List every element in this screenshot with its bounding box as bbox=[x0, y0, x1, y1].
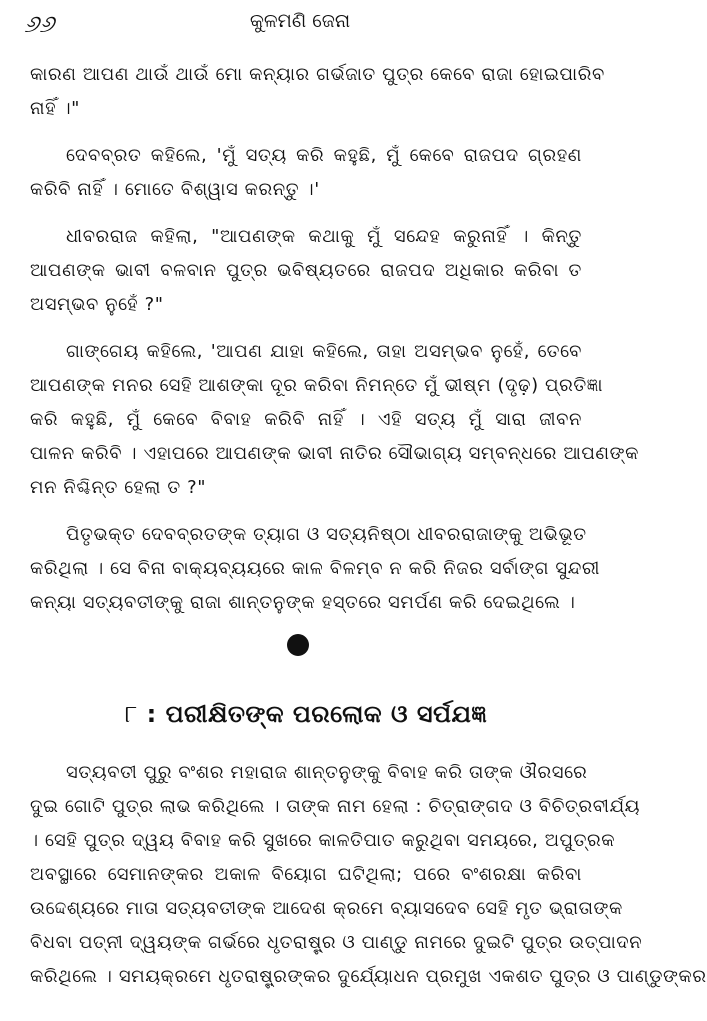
text-line: ଦେବବ୍ରତ କହିଲେ, 'ମୁଁ ସତ୍ୟ କରି କହୁଛି, ମୁଁ କେବେ ରାଜପଦ ଗ୍ରହଣ bbox=[66, 145, 582, 166]
paragraph bbox=[30, 756, 707, 994]
text-line: ପାଳନ କରିବି । ଏହାପରେ ଆପଣଙ୍କ ଭାବୀ ନାତିର ସୌଭାଗ୍ୟ ସମ୍ବନ୍ଧରେ ଆପଣଙ୍କ bbox=[30, 443, 640, 464]
text-line: କରିଥିଲେ । ସମୟକ୍ରମେ ଧୃତରାଷ୍ଟ୍ରଙ୍କର ଦୁର୍ଯ୍ୟୋଧନ ପ୍ରମୁଖ ଏକଶତ ପୁତ୍ର ଓ ପାଣ୍ଡୁଙ୍କର bbox=[30, 966, 707, 987]
text-line: କରି କହୁଛି, ମୁଁ କେବେ ବିବାହ କରିବି ନାହିଁ । ଏହି ସତ୍ୟ ମୁଁ ସାରା ଜୀବନ bbox=[30, 409, 582, 430]
text-line: ଉଦ୍ଦେଶ୍ୟରେ ମାତା ସତ୍ୟବତୀଙ୍କ ଆଦେଶ କ୍ରମେ ବ୍ୟାସଦେବ ସେହି ମୃତ ଭ୍ରାତାଙ୍କ bbox=[30, 898, 623, 919]
paragraph bbox=[30, 335, 640, 505]
text-line: । ସେହି ପୁତ୍ର ଦ୍ୱୟ ବିବାହ କରି ସୁଖରେ କାଳତିପାତ କରୁଥିବା ସମୟରେ, ଅପୁତ୍ରକ bbox=[30, 830, 616, 851]
text-line: କରିବି ନାହିଁ । ମୋତେ ବିଶ୍ୱାସ କରନ୍ତୁ ।' bbox=[30, 179, 320, 200]
text-line: ଆପଣଙ୍କ ଭାବୀ ବଳବାନ ପୁତ୍ର ଭବିଷ୍ୟତରେ ରାଜପଦ ଅଧିକାର କରିବା ତ bbox=[30, 260, 582, 281]
text-line: କନ୍ୟା ସତ୍ୟବତୀଙ୍କୁ ରାଜା ଶାନ୍ତନୁଙ୍କ ହସ୍ତରେ ସମର୍ପଣ କରି ଦେଇଥିଲେ । bbox=[30, 592, 576, 613]
text-line: କରିଥିଲା । ସେ ବିନା ବାକ୍ୟବ୍ୟୟରେ କାଳ ବିଳମ୍ବ ନ କରି ନିଜର ସର୍ବାଙ୍ଗ ସୁନ୍ଦରୀ bbox=[30, 558, 601, 579]
paragraph bbox=[30, 518, 601, 620]
chapter-title: ପରୀକ୍ଷିତଙ୍କ ପରଲୋକ ଓ ସର୍ପଯଜ୍ଞ bbox=[165, 700, 488, 728]
text-line: ସତ୍ୟବତୀ ପୁରୁ ବଂଶର ମହାରାଜ ଶାନ୍ତନୁଙ୍କୁ ବିବାହ କରି ତାଙ୍କ ଔରସରେ bbox=[66, 762, 588, 783]
text-line: ଅବସ୍ଥାରେ ସେମାନଙ୍କର ଅକାଳ ବିୟୋଗ ଘଟିଥିଲା; ପରେ ବଂଶରକ୍ଷା କରିବା bbox=[30, 864, 582, 885]
chapter-heading bbox=[30, 700, 582, 728]
chapter-separator: : bbox=[137, 700, 166, 728]
section-2-text bbox=[30, 756, 707, 994]
text-line: ମନ ନିଶ୍ଚିନ୍ତ ହେଲା ତ ?" bbox=[30, 477, 207, 498]
section-1-text bbox=[30, 58, 640, 620]
paragraph bbox=[30, 58, 605, 126]
running-head bbox=[24, 6, 576, 40]
chapter-number: ୮ bbox=[124, 700, 138, 728]
text-line: ନାହିଁ ।" bbox=[30, 98, 81, 119]
text-line: ଅସମ୍ଭବ ନୁହେଁ ?" bbox=[30, 294, 164, 315]
paragraph bbox=[30, 220, 582, 322]
text-line: ଦୁଇ ଗୋଟି ପୁତ୍ର ଲାଭ କରିଥିଲେ । ତାଙ୍କ ନାମ ହେଲା : ଚିତ୍ରାଙ୍ଗଦ ଓ ବିଚିତ୍ରବୀର୍ଯ୍ୟ bbox=[30, 796, 641, 817]
page-number: ୬୬ bbox=[24, 10, 55, 38]
section-divider-dot bbox=[287, 634, 309, 656]
text-line: ଧୀବରରାଜ କହିଲା, "ଆପଣଙ୍କ କଥାକୁ ମୁଁ ସନ୍ଦେହ କରୁନାହିଁ । କିନ୍ତୁ bbox=[66, 226, 582, 247]
text-line: ଆପଣଙ୍କ ମନର ସେହି ଆଶଙ୍କା ଦୂର କରିବା ନିମନ୍ତେ ମୁଁ ଭୀଷ୍ମ (ଦୃଢ଼) ପ୍ରତିଜ୍ଞା bbox=[30, 375, 604, 396]
text-line: ଗାଙ୍ଗେୟ କହିଲେ, 'ଆପଣ ଯାହା କହିଲେ, ତାହା ଅସମ୍ଭବ ନୁହେଁ, ତେବେ bbox=[66, 341, 582, 362]
running-title: କୁଳମଣି ଜେନା bbox=[249, 10, 351, 32]
paragraph bbox=[30, 139, 582, 207]
text-line: କାରଣ ଆପଣ ଥାଉଁ ଥାଉଁ ମୋ କନ୍ୟାର ଗର୍ଭଜାତ ପୁତ୍ର କେବେ ରାଜା ହୋଇପାରିବ bbox=[30, 64, 605, 85]
text-line: ପିତୃଭକ୍ତ ଦେବବ୍ରତଙ୍କ ତ୍ୟାଗ ଓ ସତ୍ୟନିଷ୍ଠା ଧୀବରରାଜାଙ୍କୁ ଅଭିଭୂତ bbox=[66, 524, 587, 545]
text-line: ବିଧବା ପତ୍ନୀ ଦ୍ୱୟଙ୍କ ଗର୍ଭରେ ଧୃତରାଷ୍ଟ୍ର ଓ ପାଣ୍ଡୁ ନାମରେ ଦୁଇଟି ପୁତ୍ର ଉତ୍ପାଦନ bbox=[30, 932, 643, 953]
